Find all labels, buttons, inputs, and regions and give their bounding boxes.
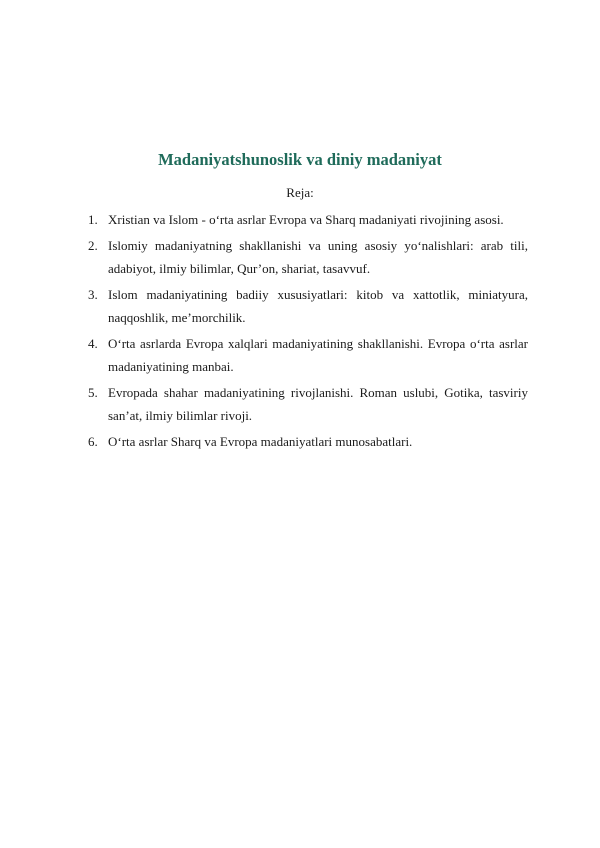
plan-item-number: 2. [88,237,98,253]
plan-item-number: 5. [88,384,98,400]
plan-item-text: Islomiy madaniyatning shakllanishi va uning asosiy yo‘nalishlari: arab tili, adabiyot, ilmiy bilimlar, Qur’on, shariat, tasavvuf. [108,237,528,276]
plan-item-text: O‘rta asrlarda Evropa xalqlari madaniyatining shakllanishi. Evropa o‘rta asrlar madaniyatining manbai. [108,335,528,374]
plan-item-text: Evropada shahar madaniyatining rivojlanishi. Roman uslubi, Gotika, tasviriy san’at, ilmiy bilimlar rivoji. [108,384,528,423]
plan-item-number: 6. [88,433,98,449]
plan-item-number: 3. [88,286,98,302]
plan-heading: Reja: [286,185,314,200]
plan-item-text: Islom madaniyatining badiiy xususiyatlari: kitob va xattotlik, miniatyura, naqqoshlik, me’morchilik. [108,286,528,325]
plan-item-1 [0,208,600,232]
plan-item-number: 1. [88,212,98,227]
plan-item-number: 4. [88,335,98,351]
plan-item-5 [0,381,600,428]
plan-list [0,208,600,455]
plan-item-4 [0,332,600,379]
plan-item-text: Xristian va Islom - o‘rta asrlar Evropa va Sharq madaniyati rivojining asosi. [108,212,504,227]
plan-item-2 [0,234,600,281]
page-title: Madaniyatshunoslik va diniy madaniyat [158,150,442,169]
plan-item-3 [0,283,600,330]
plan-item-text: O‘rta asrlar Sharq va Evropa madaniyatlari munosabatlari. [108,433,413,449]
plan-item-6 [0,430,600,454]
